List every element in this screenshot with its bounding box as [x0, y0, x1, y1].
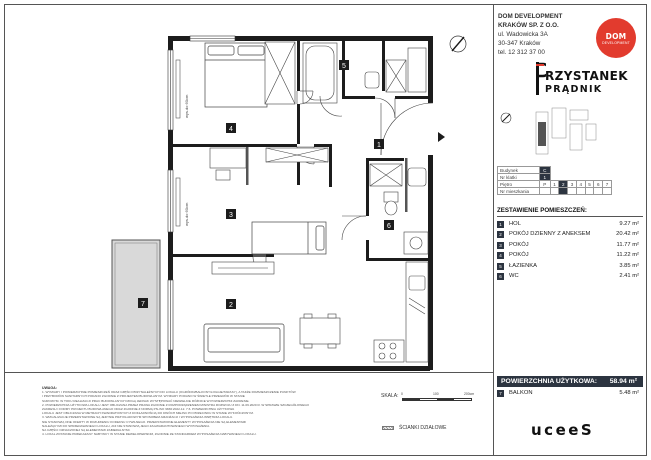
note-line: SUROWYM. W TOKU REALIZACJI PRAC BUDOWLANYCH MOGĄ JEDNAK WYSTĘPOWAĆ NIEWIELKIE RÓŻNICE W POWIERZCHNI ZAKRESIE.: [42, 398, 250, 403]
location-cell: P: [540, 181, 551, 188]
location-cell: [559, 188, 568, 195]
note-line: NA CZĘŚCI OZNACZONEJ SĄ ELEMENTAMI ZABIERALNYMI.: [42, 428, 131, 433]
site-key-plan: [501, 108, 596, 154]
balcony-row: 7 BALKON 5.48 m²: [497, 388, 643, 398]
scale-tick-100: 100: [433, 392, 439, 396]
scale-tick-200: 200cm: [464, 392, 475, 396]
double-bed: [205, 43, 267, 107]
location-cell: 1: [550, 181, 559, 188]
room-area: 11.22 m²: [616, 252, 639, 259]
total-area-value: 58.94 m²: [609, 378, 637, 385]
note-line: 2. POWIERZCHNIA UŻYTKOWA LOKALU JEST OBLICZANA PRZEZ PRAWA ZGODNIE Z ROZPORZĄDZENIEM MINISTRA ROZWOJU Z DN. 11.09.2020 R. W SPRAWIE SZCZEGÓŁOWEGO: [42, 402, 310, 407]
partition-wall-legend-swatch: [382, 426, 394, 430]
room-2-label: 2: [229, 302, 233, 309]
room-name: WC: [509, 273, 519, 279]
developer-phone: tel. 12 312 37 00: [498, 49, 545, 56]
location-cell: [594, 188, 603, 195]
height-note-1: wys.do 60cm: [184, 94, 189, 118]
room-6-label: 6: [387, 223, 391, 230]
room-area: 9.27 m²: [619, 221, 639, 227]
room-num: 1: [497, 221, 504, 228]
developer-company: KRAKÓW SP. Z O.O.: [498, 22, 559, 29]
room-row: [497, 261, 643, 271]
location-row-label: Nr klatki: [498, 174, 540, 181]
wardrobe-room4: [265, 42, 295, 104]
total-area-bar: [497, 376, 643, 387]
room-name: POKÓJ DZIENNY Z ANEKSEM: [509, 231, 591, 238]
room-name: ŁAZIENKA: [509, 262, 538, 269]
sofa: [204, 324, 284, 362]
location-cell: 2: [559, 181, 568, 188]
room-7-label: 7: [141, 301, 145, 308]
dining-set: [300, 314, 340, 348]
note-line: LOKALU JEST OBLICZANA W METRACH KWADRATOWYCH Z DOKŁADNOŚCIĄ DO DWÓCH MIEJSC PO PRZECINKU W STANIE WYKOŃCZONYM.: [42, 411, 254, 416]
room-name: HOL: [509, 221, 521, 227]
room-4-label: 4: [229, 126, 233, 133]
developer-street: ul. Wadowicka 3A: [498, 31, 548, 38]
location-cell: [568, 188, 577, 195]
single-bed: [252, 222, 326, 254]
location-row-label: Budynek: [498, 167, 540, 174]
room-row: [497, 271, 643, 281]
location-cell: 5: [585, 181, 594, 188]
room-num: 2: [497, 231, 504, 238]
location-cell: C: [540, 167, 551, 174]
desk-room3: [210, 148, 246, 180]
room-3-label: 3: [229, 212, 233, 219]
room-row: [497, 250, 643, 260]
project-name-line1: RZYSTANEK: [545, 69, 628, 83]
room-num: 5: [497, 263, 504, 270]
bathtub: [303, 43, 337, 103]
partition-wall-legend-label: ŚCIANKI DZIAŁOWE: [399, 425, 447, 431]
location-table: [497, 166, 612, 195]
room-area: 2.41 m²: [619, 273, 639, 279]
scale-label: SKALA:: [381, 393, 399, 399]
room-name: POKÓJ: [509, 241, 529, 248]
location-cell: [576, 188, 585, 195]
location-row-label: Piętro: [498, 181, 540, 188]
location-cell: [603, 188, 612, 195]
location-cell: 6: [594, 181, 603, 188]
location-cell: 3: [568, 181, 577, 188]
room-row: [497, 219, 643, 229]
tv-cabinet: [212, 262, 274, 274]
location-cell: [540, 188, 551, 195]
note-line: 4. LOKAL ZOSTANIE PRZEKAZANY NABYWCY W STANIE DEWELOPERSKIM, ZGODNIE ZE STANDARDEM WYPOSAŻENIA NABYWANEGO LOKALU.: [42, 432, 257, 437]
balcony: [112, 240, 160, 368]
scale-bar: [402, 398, 472, 401]
room-row: [497, 229, 643, 239]
note-line: 3. WIZUALIZACJE PRZEDSTAWIONE SĄ JEDYNIE PRZYKŁADOWYM SPOSOBEM AMANŻACJI I WYPOSAŻENIA WNĘTRZA LOKALU.: [42, 415, 234, 420]
note-line: I PRZYBORÓW SANITARNYCH PODANO ZGODNIE Z PROJEKTEM BUDOWLANYM. WYMIARY PODANO W ŚWIETLE PRZEGRÓD W STANIE: [42, 394, 245, 399]
shaft-cabinets: [386, 48, 426, 92]
dom-development-logo: DOM DEVELOPMENT: [596, 18, 636, 58]
location-cell: [550, 188, 559, 195]
room-area: 20.42 m²: [616, 231, 639, 238]
washbasin-bath: [365, 72, 379, 88]
wardrobe-hall: [266, 148, 328, 162]
room-num: 3: [497, 242, 504, 249]
scale-tick-0: 0: [401, 392, 403, 396]
room-area: 3.85 m²: [619, 262, 639, 269]
room-row: [497, 240, 643, 250]
location-cell: 7: [603, 181, 612, 188]
location-row-label: Nr mieszkania: [498, 188, 540, 195]
kitchen-units: [374, 232, 428, 362]
room-name: POKÓJ: [509, 252, 529, 259]
height-note-2: wys.do 60cm: [184, 202, 189, 226]
room-num: 6: [497, 273, 504, 280]
room-1-label: 1: [377, 142, 381, 149]
developer-info: [498, 12, 598, 57]
radiators: [176, 60, 180, 226]
note-line: NIE STANOWIĄ ONE OFERTY W ROZUMIENIU KODEKSU CYWILNEGO. PRZEDSTAWIONE ELEMENTY WYPOSAŻENIA NIE SĄ ELEMENTAMI: [42, 419, 247, 424]
total-area-label: POWIERZCHNIA UŻYTKOWA:: [501, 378, 598, 385]
developer-name: DOM DEVELOPMENT: [498, 13, 563, 20]
rooms-title: ZESTAWIENIE POMIESZCZEŃ:: [497, 207, 643, 217]
location-row: [498, 188, 612, 195]
project-name-line2: PRĄDNIK: [545, 84, 603, 95]
note-line: 1. WYMIARY I POWIERZCHNIE POMIESZCZEŃ ORAZ CZĘŚCI PRZYNALEŻNYCH DO LOKALU (OGRÓDKI/BALKONY/LOGGIE/TARASY), A TAKŻE ROZMIESZCZENIE PUNKTÓW: [42, 390, 296, 395]
wc-fixtures: [370, 164, 426, 215]
note-line: NALEŻĄCYMI DO SPRZEDAWANEGO LOKALU, ANI NIE STANOWIĄ JEGO ZAGWARANTOWANEGO WYPOSAŻENIA.: [42, 423, 211, 428]
location-cell: [585, 188, 594, 195]
room-5-label: 5: [342, 63, 346, 70]
compass-icon: [450, 36, 466, 52]
developer-city: 30-347 Kraków: [498, 40, 541, 47]
uceeis-logo: uceeS: [531, 421, 595, 439]
location-cell: 4: [576, 181, 585, 188]
note-line: ZAKRESU I FORMY PROJEKTU BUDOWLANEGO ORAZ ZGODNIE Z NORMĄ PN-ISO 9836:2022-12. 7.6. POWIERZCHNIA UŻYTKOWA: [42, 407, 235, 412]
location-row: [498, 181, 612, 188]
location-cell: 1: [540, 174, 551, 181]
entrance-arrow: [438, 132, 445, 142]
notes: [42, 386, 342, 436]
project-logo: [536, 62, 628, 98]
notes-title: UWAGA:: [42, 386, 57, 390]
room-area: 11.77 m²: [616, 241, 639, 248]
room-num: 4: [497, 252, 504, 259]
location-row: [498, 174, 612, 181]
location-row: [498, 167, 612, 174]
